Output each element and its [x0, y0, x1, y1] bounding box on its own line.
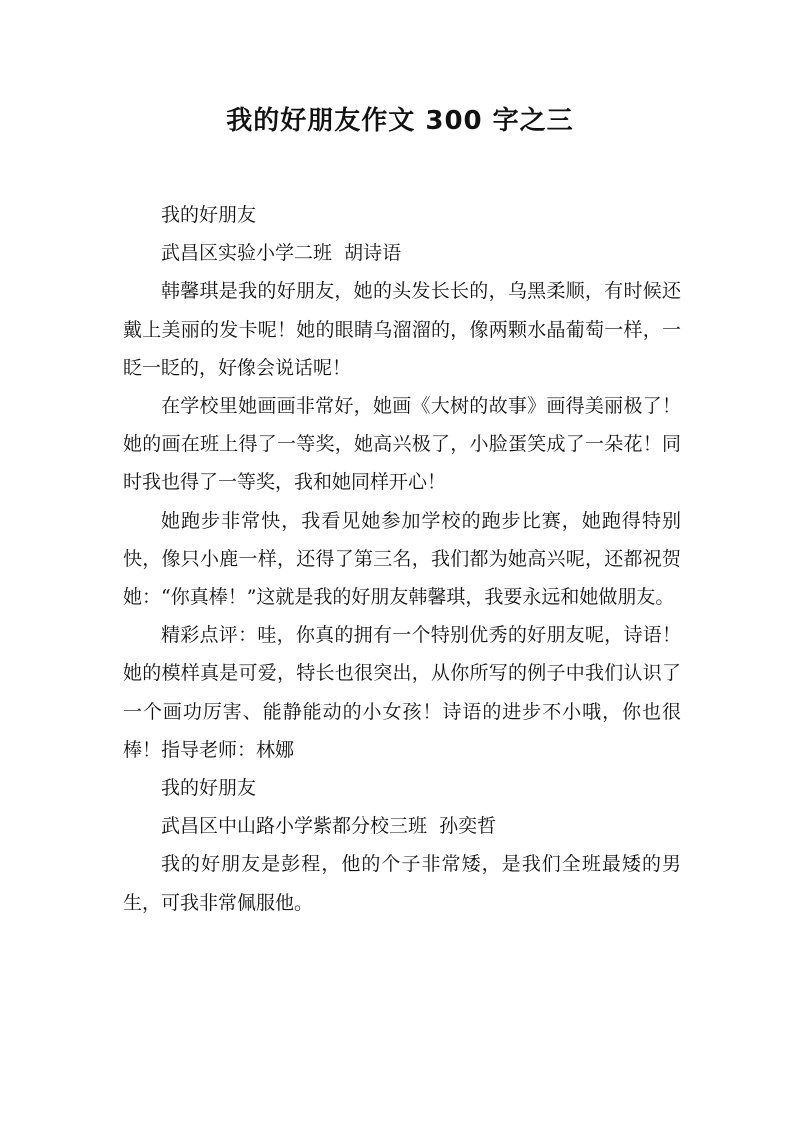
- essay-heading-2: 我的好朋友: [161, 777, 257, 800]
- author-line-2: 武昌区中山路小学紫都分校三班 孙奕哲: [161, 815, 497, 838]
- paragraph-friend-intro: 我的好朋友是彭程，他的个子非常矮，是我们全班最矮的男生，可我非常佩服他。: [123, 853, 681, 914]
- document-body: [123, 196, 681, 922]
- paragraph-drawing: 在学校里她画画非常好，她画《大树的故事》画得美丽极了！她的画在班上得了一等奖，她高兴极了，小脸蛋笑成了一朵花！同时我也得了一等奖，我和她同样开心！: [123, 395, 681, 494]
- paragraph-running: 她跑步非常快，我看见她参加学校的跑步比赛，她跑得特别快，像只小鹿一样，还得了第三名，我们都为她高兴呢，还都祝贺她：“你真棒！”这就是我的好朋友韩馨琪，我要永远和她做朋友。: [123, 509, 681, 609]
- document-title: 我的好朋友作文 300 字之三: [226, 106, 574, 136]
- essay-heading-1: 我的好朋友: [161, 204, 257, 226]
- paragraph-appearance: 韩馨琪是我的好朋友，她的头发长长的，乌黑柔顺，有时候还戴上美丽的发卡呢！她的眼睛乌溜溜的，像两颗水晶葡萄一样，一眨一眨的，好像会说话呢！: [123, 280, 681, 379]
- author-line-1: 武昌区实验小学二班 胡诗语: [161, 242, 402, 265]
- paragraph-comment: 精彩点评：哇，你真的拥有一个特别优秀的好朋友呢，诗语！她的模样真是可爱，特长也很突出，从你所写的例子中我们认识了一个画功厉害、能静能动的小女孩！诗语的进步不小哦，你也很棒！指导老师：林娜: [123, 624, 681, 761]
